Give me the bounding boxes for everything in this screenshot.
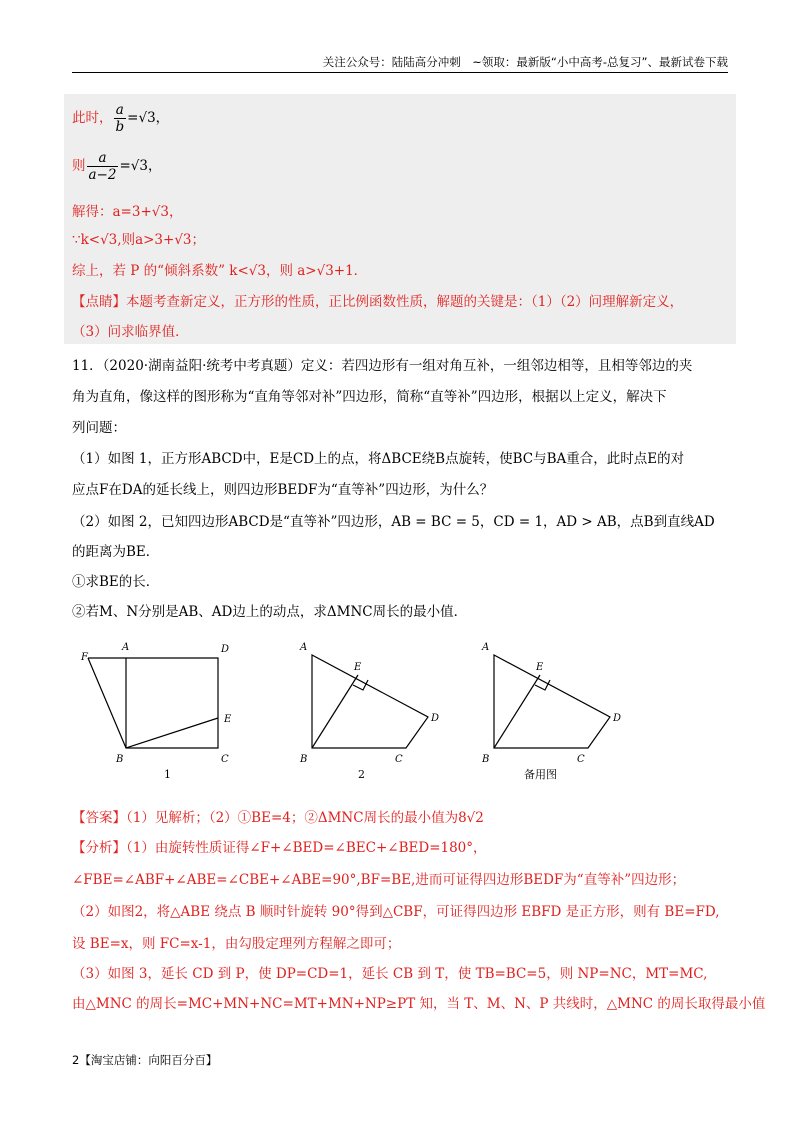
page-header: 关注公众号：陆陆高分冲刺 ~领取：最新版“小中高考-总复习”、最新试卷下载 <box>322 55 728 69</box>
analysis-line-1: 【分析】（1）由旋转性质证得∠F+∠BED=∠BEC+∠BED=180°， <box>72 840 487 856</box>
page-footer: 2【淘宝店铺：向阳百分百】 <box>72 1053 218 1067</box>
problem-line-4: （1）如图 1，正方形ABCD中，E是CD上的点，将ΔBCE绕B点旋转，使BC与BA重合，此时点E的对 <box>72 451 685 467</box>
analysis-line-5: （3）如图 3，延长 CD 到 P，使 DP=CD=1，延长 CB 到 T，使 TB=BC=5，则 NP=NC，MT=MC, <box>72 966 708 982</box>
solution-line-3: 解得：a=3+√3， <box>72 204 183 220</box>
solution-line-2: 则 $\frac{a}{a-2}$ =√3， <box>72 150 162 183</box>
answer-line-1: 【答案】（1）见解析；（2）①BE=4；②ΔMNC周长的最小值为8√2 <box>72 810 484 826</box>
fig3-label-D: D <box>613 713 622 724</box>
fig1-caption: 1 <box>164 768 171 781</box>
analysis-line-4: 设 BE=x，则 FC=x-1，由勾股定理列方程解之即可； <box>72 936 401 952</box>
fig3-label-B: B <box>482 754 490 765</box>
problem-line-6: （2）如图 2，已知四边形ABCD是“直等补”四边形，AB = BC = 5，CD = 1，AD > AB，点B到直线AD <box>72 514 715 530</box>
figure-2 <box>312 655 428 748</box>
geometry-figures <box>72 630 732 790</box>
fig1-shape <box>88 658 218 748</box>
analysis-line-2: ∠FBE=∠ABF+∠ABE=∠CBE+∠ABE=90°,BF=BE,进而可证得四边形BEDF为“直等补”四边形； <box>72 872 686 888</box>
fig1-label-D: D <box>221 644 230 655</box>
problem-line-8: ①求BE的长． <box>72 574 160 590</box>
fig3-label-E: E <box>536 662 544 673</box>
fig2-label-D: D <box>431 713 440 724</box>
solution-line-5: 综上，若 P 的“倾斜系数” k<√3，则 a>√3+1． <box>72 263 368 279</box>
fig3-caption: 备用图 <box>524 768 557 781</box>
fig1-label-F: F <box>81 652 88 663</box>
problem-line-5: 应点F在DA的延长线上，则四边形BEDF为“直等补”四边形，为什么？ <box>72 482 494 498</box>
analysis-line-3: （2）如图2，将△ABE 绕点 B 顺时针旋转 90°得到△CBF，可证得四边形 EBFD 是正方形，则有 BE=FD, <box>72 904 720 920</box>
fig2-label-B: B <box>300 754 308 765</box>
problem-line-7: 的距离为BE． <box>72 544 160 560</box>
problem-line-1: 11．（2020·湖南益阳·统考中考真题）定义：若四边形有一组对角互补，一组邻边相等，且相等邻边的夹 <box>72 358 693 374</box>
analysis-line-6: 由△MNC 的周长=MC+MN+NC=MT+MN+NP≥PT 知，当 T、M、N、P 共线时，△MNC 的周长取得最小值 <box>72 996 766 1012</box>
fig1-label-C: C <box>221 754 229 765</box>
fig2-caption: 2 <box>358 768 365 781</box>
fig3-label-A: A <box>482 642 490 653</box>
problem-line-9: ②若M、N分别是AB、AD边上的动点，求ΔMNC周长的最小值． <box>72 604 468 620</box>
fig1-label-A: A <box>122 642 130 653</box>
key-point-line-1: 【点睛】本题考查新定义，正方形的性质，正比例函数性质，解题的关键是：（1）（2）问理解新定义， <box>72 294 684 310</box>
problem-line-2: 角为直角，像这样的图形称为“直角等邻对补”四边形，简称“直等补”四边形，根据以上定义，解决下 <box>72 389 667 405</box>
figure-3 <box>494 655 610 748</box>
figure-1 <box>88 658 218 748</box>
fig1-label-B: B <box>116 754 124 765</box>
solution-line-1: 此时， $\frac{a}{b}$ =√3， <box>72 102 170 135</box>
fig2-label-C: C <box>395 754 403 765</box>
fig2-label-A: A <box>300 642 308 653</box>
fig1-label-E: E <box>224 714 232 725</box>
key-point-line-2: （3）问求临界值． <box>72 324 189 340</box>
solution-line-4: ∵k<√3,则a>3+√3； <box>72 232 206 248</box>
header-divider <box>72 72 728 73</box>
fig2-label-E: E <box>354 662 362 673</box>
fig3-label-C: C <box>577 754 585 765</box>
problem-line-3: 列问题： <box>72 420 126 436</box>
